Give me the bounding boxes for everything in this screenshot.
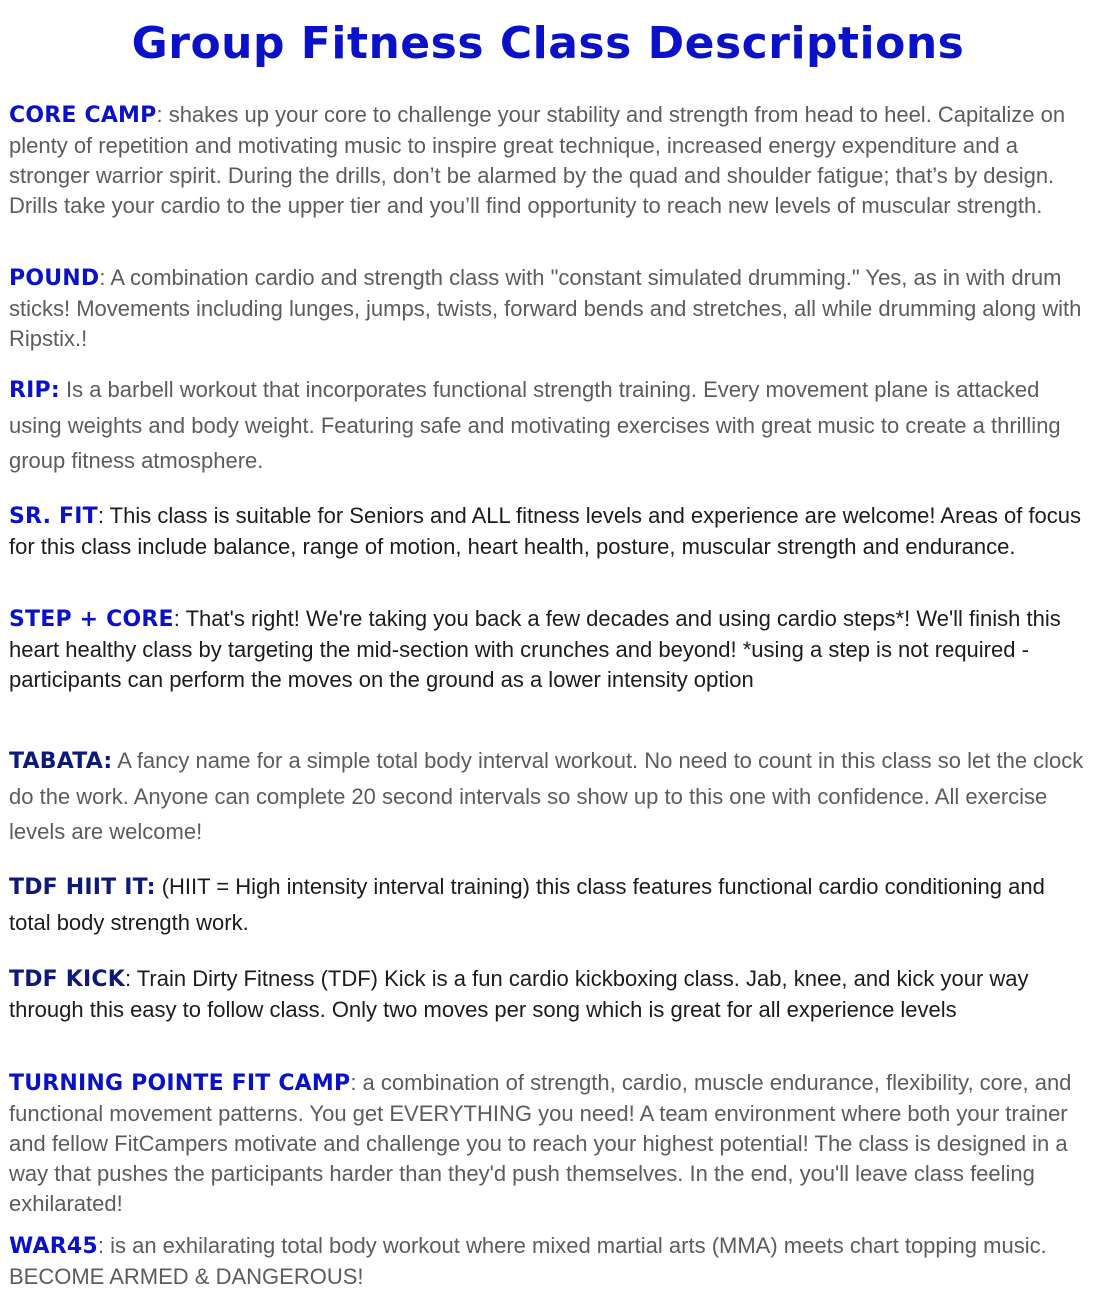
class-text: : This class is suitable for Seniors and ALL fitness levels and experience are welcome! Areas of focus for this class include balance, range of motion, heart health, posture, muscular strength and endurance. <box>9 503 1082 559</box>
class-name: SR. FIT <box>9 504 98 529</box>
class-description-war45 <box>9 1231 1091 1292</box>
class-text: A fancy name for a simple total body interval workout. No need to count in this class so let the clock do the work. Anyone can complete 20 second intervals so show up to this one with confidence. All exercise levels are welcome! <box>9 748 1084 844</box>
class-text: : That's right! We're taking you back a few decades and using cardio steps*! We'll finish this heart healthy class by targeting the mid-section with crunches and beyond! *using a step is not required - participants can perform the moves on the ground as a lower intensity option <box>9 606 1061 692</box>
page-title: Group Fitness Class Descriptions <box>131 18 965 69</box>
class-text: (HIIT = High intensity interval training) this class features functional cardio conditioning and total body strength work. <box>9 874 1045 935</box>
class-name: STEP + CORE <box>9 607 174 632</box>
class-description-sr-fit <box>9 501 1091 562</box>
class-name: RIP: <box>9 378 60 403</box>
class-description-step-core <box>9 604 1091 695</box>
class-description-tabata <box>9 743 1091 849</box>
class-text: : Train Dirty Fitness (TDF) Kick is a fun cardio kickboxing class. Jab, knee, and kick your way through this easy to follow class. Only two moves per song which is great for all experience levels <box>9 966 1029 1022</box>
class-name: POUND <box>9 266 100 291</box>
class-description-rip <box>9 372 1091 478</box>
class-name: TABATA: <box>9 749 113 774</box>
class-text: : a combination of strength, cardio, muscle endurance, flexibility, core, and functional movement patterns. You get EVERYTHING you need! A team environment where both your trainer and fellow FitCampers motivate and challenge you to reach your highest potential! The class is designed in a way that pushes the participants harder than they'd push themselves. In the end, you'll leave class feeling exhilarated! <box>9 1070 1072 1216</box>
class-name: TURNING POINTE FIT CAMP <box>9 1071 351 1096</box>
class-text: : shakes up your core to challenge your stability and strength from head to heel. Capitalize on plenty of repetition and motivating music to inspire great technique, increased energy expenditure and a stronger warrior spirit. During the drills, don’t be alarmed by the quad and shoulder fatigue; that’s by design. Drills take your cardio to the upper tier and you’ll find opportunity to reach new levels of muscular strength. <box>9 102 1066 218</box>
class-name: TDF HIIT IT: <box>9 875 156 900</box>
class-text: Is a barbell workout that incorporates functional strength training. Every movement plane is attacked using weights and body weight. Featuring safe and motivating exercises with great music to create a thrilling group fitness atmosphere. <box>9 377 1061 473</box>
class-description-tdf-hiit-it <box>9 869 1091 940</box>
class-description-core-camp <box>9 100 1091 221</box>
class-description-pound <box>9 263 1091 354</box>
class-text: : A combination cardio and strength class with "constant simulated drumming." Yes, as in with drum sticks! Movements including lunges, jumps, twists, forward bends and stretches, all while drumming along with Ripstix.! <box>9 265 1082 351</box>
class-text: : is an exhilarating total body workout where mixed martial arts (MMA) meets chart topping music. BECOME ARMED & DANGEROUS! <box>9 1233 1047 1289</box>
class-name: TDF KICK <box>9 967 125 992</box>
class-name: WAR45 <box>9 1234 98 1259</box>
class-description-tdf-kick <box>9 964 1091 1025</box>
class-name: CORE CAMP <box>9 103 157 128</box>
class-description-turning-pointe-fit-camp <box>9 1068 1091 1219</box>
